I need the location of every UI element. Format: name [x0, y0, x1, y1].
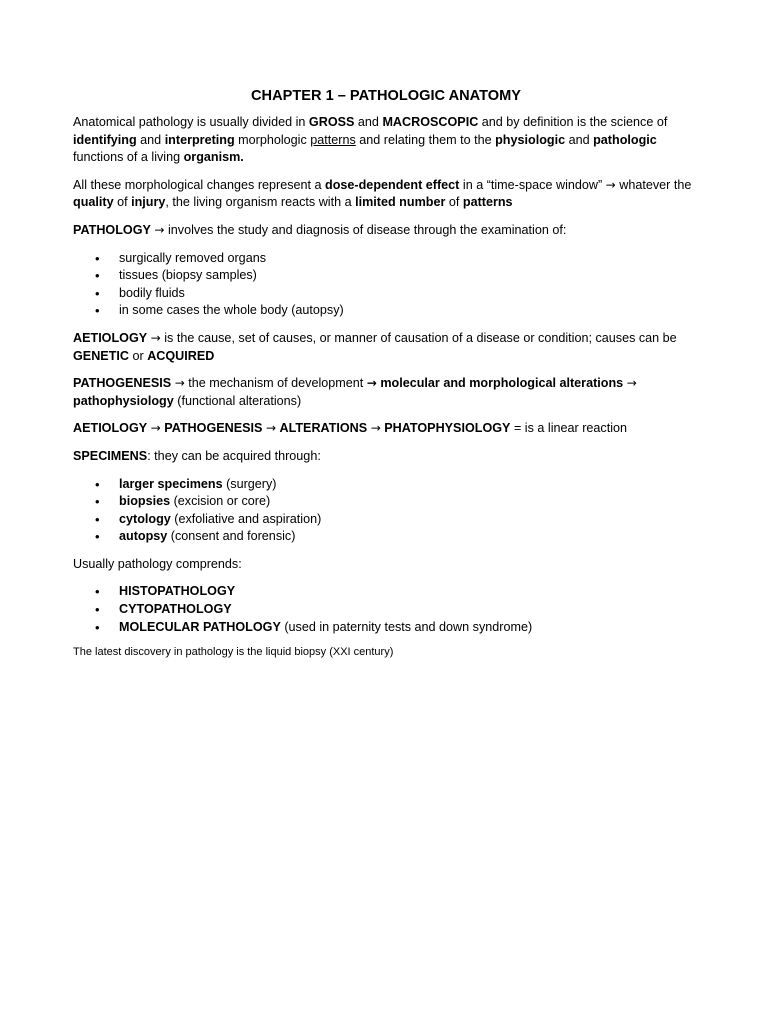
arrow-icon: →: [150, 421, 161, 436]
text: whatever the: [615, 177, 692, 192]
bold-term: limited number: [355, 195, 446, 210]
text: (excision or core): [170, 494, 271, 509]
bold-term: identifying: [73, 132, 137, 147]
text: involves the study and diagnosis of disease through the examination of:: [164, 222, 567, 237]
arrow-icon: →: [366, 376, 377, 391]
bold-term: injury: [131, 195, 166, 210]
bold-term: physiologic: [495, 132, 566, 147]
bold-term: ALTERATIONS: [279, 421, 368, 436]
text: and: [136, 132, 165, 147]
text: (used in paternity tests and down syndrome): [280, 619, 533, 634]
bold-term: CYTOPATHOLOGY: [119, 602, 232, 617]
branches-list: [73, 583, 699, 636]
text: (surgery): [222, 476, 277, 491]
arrow-icon: →: [150, 330, 161, 345]
bold-term: ACQUIRED: [147, 348, 215, 363]
bold-term: patterns: [462, 195, 513, 210]
text: (consent and forensic): [167, 529, 296, 544]
list-item: [73, 493, 699, 511]
bold-term: organism.: [183, 150, 244, 165]
bold-term: molecular and morphological alterations: [376, 376, 624, 391]
text: and: [354, 115, 383, 129]
bold-term: PATHOGENESIS: [73, 376, 172, 391]
arrow-icon: →: [265, 421, 276, 436]
text: All these morphological changes represent a: [73, 177, 326, 192]
document-page: [73, 86, 699, 670]
text: the mechanism of development: [184, 376, 367, 391]
paragraph-pathology: [73, 222, 699, 240]
bold-term: cytology: [119, 511, 171, 526]
arrow-icon: →: [174, 376, 185, 391]
list-item: [73, 511, 699, 529]
bold-term: AETIOLOGY: [73, 421, 148, 436]
arrow-icon: →: [605, 177, 616, 192]
list-item: [73, 619, 699, 637]
bold-term: pathophysiology: [73, 393, 174, 408]
text: and by definition is the science of: [478, 115, 668, 129]
text: or: [128, 348, 148, 363]
paragraph-aetiology: [73, 330, 699, 365]
text: of: [113, 195, 132, 210]
paragraph-comprends: Usually pathology comprends:: [73, 556, 242, 571]
bold-term: GENETIC: [73, 348, 129, 363]
list-item: • in some cases the whole body (autopsy): [73, 302, 699, 320]
list-item: • surgically removed organs: [73, 250, 699, 268]
list-item: • bodily fluids: [73, 285, 699, 303]
text: and: [565, 132, 594, 147]
bold-term: HISTOPATHOLOGY: [119, 584, 236, 599]
text: of: [445, 195, 463, 210]
text: is the cause, set of causes, or manner of causation of a disease or condition; causes can be: [160, 330, 677, 345]
specimens-list: [73, 476, 699, 546]
bold-term: GROSS: [308, 115, 355, 129]
chapter-title: CHAPTER 1 – PATHOLOGIC ANATOMY: [251, 88, 521, 104]
text: (functional alterations): [173, 393, 302, 408]
paragraph-intro: [73, 114, 699, 167]
bold-term: larger specimens: [119, 476, 223, 491]
text: Anatomical pathology is usually divided in: [73, 115, 309, 129]
paragraph-pathogenesis: [73, 375, 699, 410]
bold-term: SPECIMENS: [73, 448, 148, 463]
text: : they can be acquired through:: [147, 448, 321, 463]
bold-term: autopsy: [119, 529, 168, 544]
text: morphologic: [234, 132, 311, 147]
bold-term: pathologic: [593, 132, 657, 147]
bold-term: MOLECULAR PATHOLOGY: [119, 619, 281, 634]
examination-list: [73, 250, 699, 320]
bold-term: biopsies: [119, 494, 171, 509]
text: = is a linear reaction: [510, 421, 628, 436]
paragraph-liquid-biopsy: The latest discovery in pathology is the liquid biopsy (XXI century): [73, 646, 394, 659]
underlined-term: patterns: [310, 132, 356, 147]
bold-term: PHATOPHYSIOLOGY: [384, 421, 511, 436]
bold-term: quality: [73, 195, 114, 210]
bold-term: MACROSCOPIC: [382, 115, 479, 129]
arrow-icon: →: [154, 222, 165, 237]
list-item: • tissues (biopsy samples): [73, 267, 699, 285]
text: functions of a living: [73, 150, 184, 165]
bold-term: dose-dependent effect: [325, 177, 460, 192]
text: and relating them to the: [355, 132, 496, 147]
text: , the living organism reacts with a: [165, 195, 356, 210]
list-item: [73, 528, 699, 546]
bold-term: AETIOLOGY: [73, 330, 148, 345]
text: (exfoliative and aspiration): [170, 511, 322, 526]
bold-term: PATHOGENESIS: [164, 421, 263, 436]
list-item: [73, 476, 699, 494]
list-item: [73, 583, 699, 601]
paragraph-specimens: [73, 448, 699, 466]
paragraph-dose-dependent: [73, 177, 699, 212]
text: in a “time-space window”: [459, 177, 606, 192]
bold-term: interpreting: [164, 132, 235, 147]
arrow-icon: →: [626, 376, 637, 391]
bold-term: PATHOLOGY: [73, 222, 151, 237]
arrow-icon: →: [370, 421, 381, 436]
list-item: [73, 601, 699, 619]
paragraph-sequence: [73, 420, 699, 438]
